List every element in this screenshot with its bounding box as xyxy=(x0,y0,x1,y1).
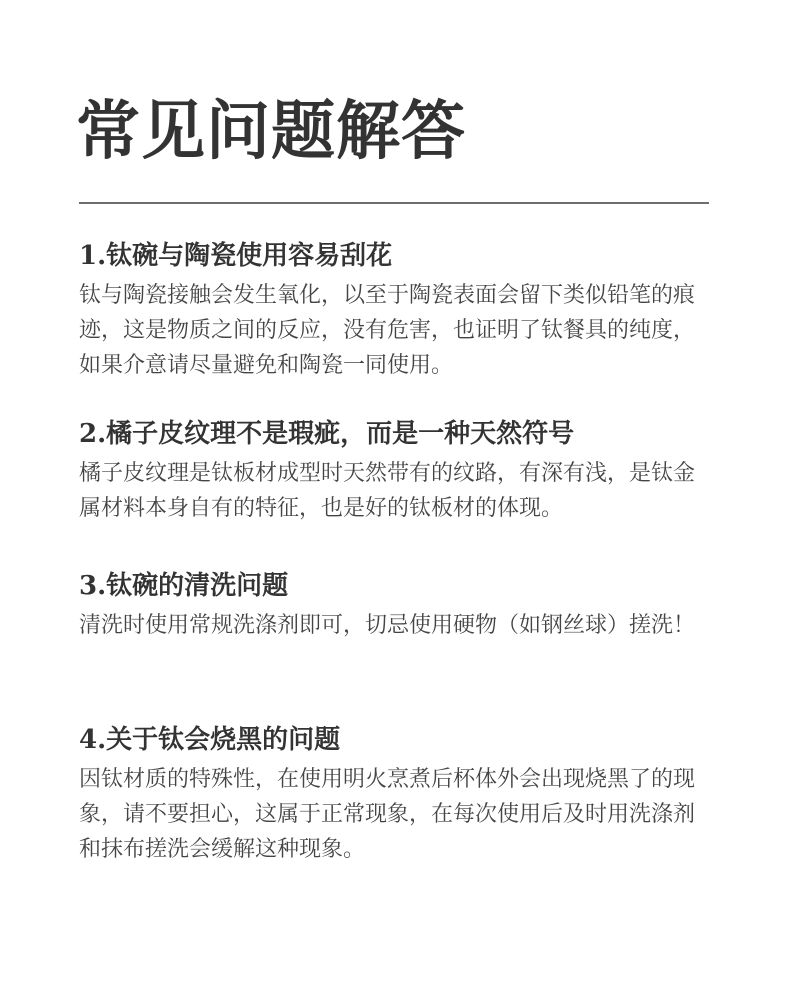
faq-question: 2.橘子皮纹理不是瑕疵，而是一种天然符号 xyxy=(79,419,575,449)
faq-answer: 清洗时使用常规洗涤剂即可，切忌使用硬物（如钢丝球）搓洗！ xyxy=(79,613,696,638)
faq-question: 4.关于钛会烧黑的问题 xyxy=(79,725,341,755)
faq-answer: 因钛材质的特殊性，在使用明火烹煮后杯体外会出现烧黑了的现象，请不要担心，这属于正常现象，在每次使用后及时用洗涤剂和抹布搓洗会缓解这种现象。 xyxy=(79,767,696,862)
page-title: 常见问题解答 xyxy=(76,94,466,169)
faq-item-1 xyxy=(79,238,707,383)
title-divider xyxy=(79,202,709,204)
faq-question: 1.钛碗与陶瓷使用容易刮花 xyxy=(79,241,393,271)
faq-item-3 xyxy=(79,568,707,643)
faq-item-4 xyxy=(79,722,707,867)
faq-answer: 橘子皮纹理是钛板材成型时天然带有的纹路，有深有浅，是钛金属材料本身自有的特征，也是好的钛板材的体现。 xyxy=(79,461,696,521)
faq-item-2 xyxy=(79,416,707,526)
faq-answer: 钛与陶瓷接触会发生氧化，以至于陶瓷表面会留下类似铅笔的痕迹，这是物质之间的反应，没有危害，也证明了钛餐具的纯度，如果介意请尽量避免和陶瓷一同使用。 xyxy=(79,283,696,378)
faq-question: 3.钛碗的清洗问题 xyxy=(79,571,289,601)
